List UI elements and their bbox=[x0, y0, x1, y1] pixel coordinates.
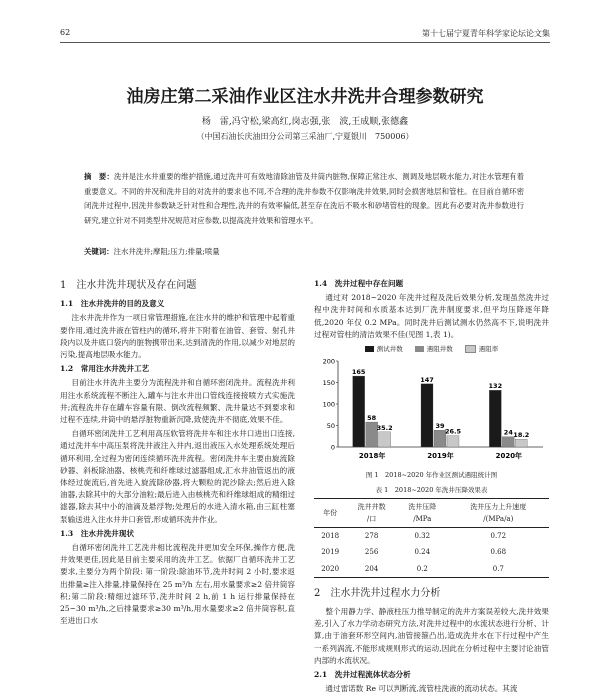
table-cell: 0.24 bbox=[414, 548, 431, 557]
bar-chart bbox=[314, 355, 549, 463]
affiliation: （中国石油长庆油田分公司第三采油厂,宁夏银川 750006） bbox=[196, 132, 414, 141]
table-cell: 0.32 bbox=[414, 532, 431, 541]
y-tick-label: 150 bbox=[322, 379, 335, 388]
paragraph: 整个用静力学、静液柱压力推导制定的洗井方案误差较大,洗井效果差,引入了水力学动态研究方法,对洗井过程中的水流状态进行分析、计算,由于油套环形空间内,油管接箍凸出,造成洗井水在下行过程中产生一系列涡流,不能形成规则形式的运动,因此在分析过程中主要讨论油管内部的水流状况。 bbox=[314, 607, 549, 665]
subsection-heading: 1.2 常用注水井洗井工艺 bbox=[60, 364, 150, 374]
table-cell: 2018 bbox=[321, 532, 340, 541]
subsection-heading: 1.3 注水井洗井现状 bbox=[60, 528, 134, 538]
data-label: 26.5 bbox=[444, 427, 462, 436]
conference-title: 第十七届宁夏青年科学家论坛论文集 bbox=[422, 29, 550, 38]
data-label: 147 bbox=[420, 376, 434, 385]
bar bbox=[489, 390, 501, 447]
table-header: 洗井压降 /MPa bbox=[397, 498, 448, 527]
legend-label: 遇阻率 bbox=[478, 345, 499, 354]
bar bbox=[421, 384, 433, 447]
subsection-heading: 1.4 洗井过程中存在问题 bbox=[314, 279, 404, 288]
paragraph: 注水井洗井作为一项日常管理措施,在注水井的维护和管理中起着重要作用,通过洗井液在管柱内的循环,将井下附着在油管、套管、射孔井段内以及井底口袋内的脏物携带出来,达到清洗的作用,以减少对地层的污染,提高地层吸水能力。 bbox=[60, 313, 295, 360]
legend-swatch bbox=[415, 346, 424, 352]
x-tick-label: 2020年 bbox=[495, 452, 523, 461]
keywords-label: 关键词： bbox=[84, 247, 114, 256]
data-label: 165 bbox=[351, 368, 366, 377]
left-column bbox=[60, 276, 295, 629]
abstract-text: 洗井是注水井重要的维护措施,通过洗井可有效地清除油管及井筒内脏物,保障正常注水、测调及地层吸水能力,对注水管理有着重要意义。不同的井况和洗井目的对洗井的要求也不同,不合理的洗井参数不仅影响洗井效果,同时会损害地层和管柱。在目前自循环密闭洗井过程中,因洗井参数缺乏针对性和合理性,洗井的有效率偏低,甚至存在洗后不吸水和砂堵管柱的现象。因此有必要对洗井参数进行研究,建立针对不同类型井况规范对应参数,以提高洗井效果和管理水平。 bbox=[84, 172, 524, 225]
paragraph: 通过雷诺数 Re 可以判断流,流管柱洗液的流动状态。其流 bbox=[325, 684, 518, 694]
section-heading: 2 注水井洗井过程水力分析 bbox=[314, 587, 441, 599]
table-row bbox=[314, 528, 549, 545]
page-header bbox=[60, 28, 550, 42]
chart-legend bbox=[314, 343, 549, 355]
data-label: 18.2 bbox=[513, 431, 530, 440]
table-row bbox=[314, 561, 549, 578]
abstract bbox=[84, 170, 524, 228]
header-rule bbox=[60, 42, 550, 43]
results-table bbox=[314, 498, 549, 578]
paragraph: 自循环密闭洗井工艺洗井相比流程洗井更加安全环保,操作方便,洗井效果更佳,因此是目前主要采用的洗井工艺。依据厂自循环洗井工艺要求,主要分为两个阶段: 第一阶段:除油环节,洗井时间 2 小时,要求返出排量≥注入排量,排量保持在 25 m³/h 左右,用水量要求≥2 倍井筒容积;第二阶段:精细过滤环节,洗井时间 2 h,前 1 h 运行排量保持在 25~30 m³/h,之后排量要求≥30 m³/h,用水量要求≥2 倍井筒容积,直至进出口水 bbox=[60, 543, 295, 626]
table-header: 年份 bbox=[314, 498, 346, 527]
legend-swatch bbox=[465, 345, 476, 353]
table-header: 洗井井数 /口 bbox=[346, 498, 397, 527]
paper-title: 油房庄第二采油作业区注水井洗井合理参数研究 bbox=[126, 87, 484, 107]
x-tick-label: 2018年 bbox=[358, 452, 386, 461]
bar bbox=[379, 432, 391, 447]
y-tick-label: 100 bbox=[322, 400, 335, 409]
legend-label: 遇阻井数 bbox=[426, 345, 453, 354]
y-tick-label: 200 bbox=[322, 357, 335, 366]
subsection-heading: 2.1 洗井过程流体状态分析 bbox=[314, 670, 411, 680]
table-cell: 0.68 bbox=[490, 548, 507, 557]
legend-swatch bbox=[365, 346, 374, 352]
table-cell: 0.72 bbox=[490, 532, 507, 541]
keywords-text: 注水井洗井;摩阻;压力;排量;喷量 bbox=[113, 247, 220, 256]
page-number: 62 bbox=[60, 28, 71, 37]
abstract-label: 摘 要： bbox=[84, 172, 114, 181]
paragraph: 自循环密闭洗井工艺利用高压软管将洗井车和注水井口进出口连接,通过洗井车中高压泵将洗井液注入井内,返出液压入水处理系统处理后循环利用,全过程为密闭连续循环洗井流程。密闭洗井车主要由旋流除砂器、斜板除油器、核桃壳和纤维球过滤器组成,汇水井油管返出的液体经过旋流后,首先进入旋流除砂器,将大颗粒的泥沙除去;然后进入除油器,去除其中的大部分油粒;最后进入由核桃壳和纤维球组成的精细过滤器,除去其中小的油滴及悬浮物;处理后的水进入清水箱,由三缸柱塞泵输送进入注水井井口套管,形成循环洗井作业。 bbox=[60, 429, 295, 524]
legend-label: 测试井数 bbox=[376, 345, 403, 354]
y-tick-label: 0 bbox=[330, 443, 335, 452]
table-caption: 表 1 2018~2020 年洗井压降效果表 bbox=[375, 485, 488, 494]
table-cell: 2019 bbox=[321, 548, 340, 557]
legend-item bbox=[415, 343, 453, 355]
y-tick-label: 50 bbox=[326, 422, 335, 431]
data-label: 35.2 bbox=[376, 424, 393, 433]
table-cell: 256 bbox=[364, 548, 379, 557]
table-header: 洗井压力上升速度 /(MPa/a) bbox=[448, 498, 549, 527]
right-column bbox=[314, 276, 549, 697]
legend-item bbox=[365, 343, 403, 355]
table-cell: 0.2 bbox=[397, 561, 448, 578]
section-heading: 1 注水井洗井现状及存在问题 bbox=[60, 280, 197, 291]
table-cell: 0.7 bbox=[448, 561, 549, 578]
authors: 杨 雷,冯守松,梁高红,岗志强,张 波,王成顺,张德鑫 bbox=[201, 117, 409, 127]
table-cell: 278 bbox=[364, 532, 379, 541]
figure-caption: 图 1 2018~2020 年作业区测试遇阻统计图 bbox=[365, 471, 498, 480]
table-header-row bbox=[314, 498, 549, 527]
data-label: 39 bbox=[435, 422, 445, 431]
bar bbox=[515, 439, 527, 447]
data-label: 24 bbox=[503, 428, 513, 437]
table-cell: 2020 bbox=[314, 561, 346, 578]
data-label: 132 bbox=[488, 382, 503, 391]
legend-item bbox=[465, 343, 499, 355]
paragraph: 通过对 2018~2020 年洗井过程及洗后效果分析,发现虽然洗井过程中洗井时间和水质基本达到厂洗井制度要求,但平均压降逐年降低,2020 年仅 0.2 MPa。同时洗井后测试测水仍然高不下,说明洗井过程对管柱的清洁效果不佳(见图 1,表 1)。 bbox=[314, 293, 549, 339]
keywords bbox=[84, 246, 524, 257]
table-cell: 204 bbox=[346, 561, 397, 578]
data-label: 58 bbox=[367, 414, 377, 423]
bar bbox=[353, 376, 365, 447]
bar bbox=[447, 436, 459, 447]
subsection-heading: 1.1 注水井洗井的目的及意义 bbox=[60, 299, 165, 309]
paragraph: 目前注水井洗井主要分为流程洗井和自循环密闭洗井。流程洗井利用注水系统流程不断注入,罐车与注水井出口管线连接接喷方式实施洗井;流程洗井存在罐车容量有限、倒改流程频繁、洗井量达不到要求和过程不连续,井筒中的悬浮脏物重新沉降,致使洗井不彻底,效果不佳。 bbox=[60, 378, 295, 425]
x-tick-label: 2019年 bbox=[427, 452, 454, 461]
table-row bbox=[314, 544, 549, 560]
